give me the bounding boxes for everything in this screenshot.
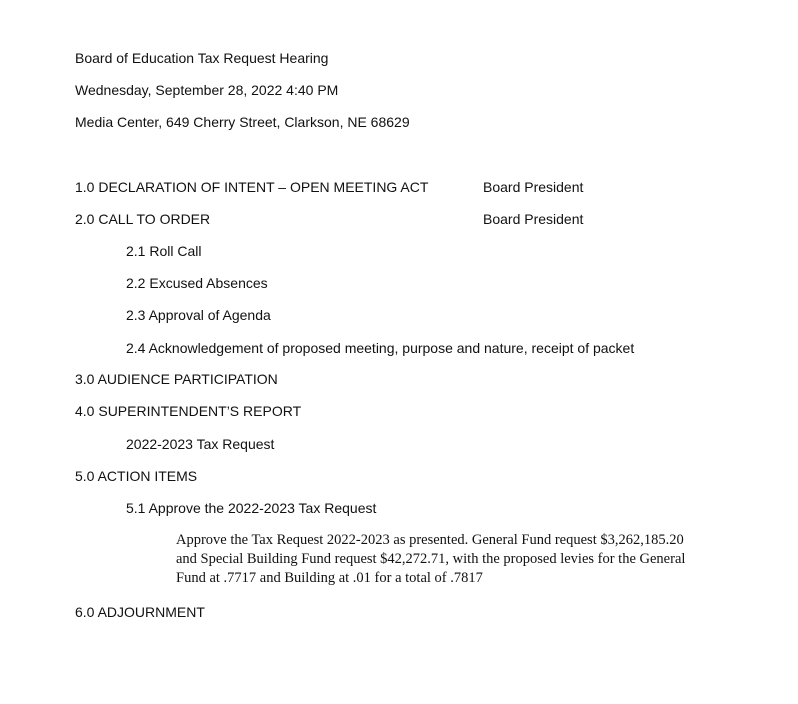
agenda-item-4-sub: 2022-2023 Tax Request	[126, 436, 275, 452]
agenda-item-2-4: 2.4 Acknowledgement of proposed meeting, purpose and nature, receipt of packet	[126, 340, 635, 356]
meeting-title: Board of Education Tax Request Hearing	[75, 50, 329, 66]
agenda-item-2-1: 2.1 Roll Call	[126, 243, 202, 259]
agenda-item-6-0: 6.0 ADJOURNMENT	[75, 604, 205, 620]
agenda-item-5-1: 5.1 Approve the 2022-2023 Tax Request	[126, 500, 377, 516]
motion-line-3: Fund at .7717 and Building at .01 for a total of .7817	[176, 570, 483, 586]
meeting-location: Media Center, 649 Cherry Street, Clarkson, NE 68629	[75, 114, 410, 130]
motion-line-2: and Special Building Fund request $42,272.71, with the proposed levies for the General	[176, 551, 686, 567]
agenda-item-1-0-role: Board President	[483, 179, 584, 195]
agenda-item-2-0: 2.0 CALL TO ORDER	[75, 211, 211, 227]
agenda-item-3-0: 3.0 AUDIENCE PARTICIPATION	[75, 371, 278, 387]
meeting-datetime: Wednesday, September 28, 2022 4:40 PM	[75, 82, 339, 98]
agenda-item-2-2: 2.2 Excused Absences	[126, 275, 268, 291]
motion-line-1: Approve the Tax Request 2022-2023 as presented. General Fund request $3,262,185.20	[176, 532, 684, 548]
agenda-item-2-0-role: Board President	[483, 211, 584, 227]
agenda-item-2-3: 2.3 Approval of Agenda	[126, 307, 271, 323]
agenda-item-5-0: 5.0 ACTION ITEMS	[75, 468, 198, 484]
agenda-item-1-0: 1.0 DECLARATION OF INTENT – OPEN MEETING ACT	[75, 179, 429, 195]
motion-text	[176, 531, 756, 588]
agenda-item-4-0: 4.0 SUPERINTENDENT’S REPORT	[75, 403, 302, 419]
